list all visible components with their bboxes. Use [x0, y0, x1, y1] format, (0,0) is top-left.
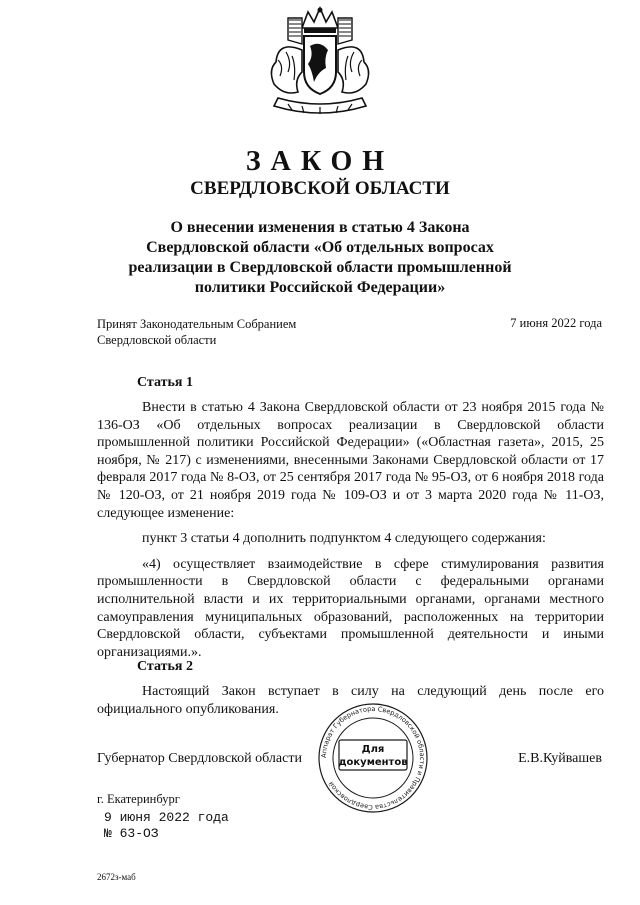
- law-name-line: Свердловской области «Об отдельных вопросах: [146, 239, 494, 256]
- document-subtitle: СВЕРДЛОВСКОЙ ОБЛАСТИ: [190, 178, 450, 199]
- law-name: [100, 218, 540, 298]
- adoption-line-1: Принят Законодательным Собранием: [97, 317, 297, 331]
- article-1-paragraph-2: пункт 3 статьи 4 дополнить подпунктом 4 следующего содержания:: [142, 531, 546, 547]
- stamp-line-1: Для: [361, 744, 385, 755]
- signature-name: Е.В.Куйвашев: [518, 751, 602, 766]
- signing-date: 9 июня 2022 года: [104, 810, 229, 825]
- law-name-line: реализации в Свердловской области промышленной: [128, 259, 512, 276]
- official-stamp: [313, 702, 433, 814]
- law-number: № 63-ОЗ: [104, 826, 159, 841]
- article-1-paragraph-1: Внести в статью 4 Закона Свердловской области от 23 ноября 2015 года № 136-ОЗ «Об отдельных вопросах реализации в Свердловской области промышленной политики Российской Федерации» («Областная газета», 2015, 25 ноября, № 217) с изменениями, внесенными Законами Свердловской области от 17 февраля 2017 года № 8-ОЗ, от 25 сентября 2017 года № 95-ОЗ, от 6 ноября 2018 года № 120-ОЗ, от 21 ноября 2019 года № 109-ОЗ и от 3 марта 2020 года № 11-ОЗ, следующее изменение:: [97, 400, 604, 521]
- city: г. Екатеринбург: [97, 792, 180, 806]
- adoption-line-2: Свердловской области: [97, 333, 217, 347]
- article-2-heading: Статья 2: [137, 659, 193, 674]
- document-code: 2672з-маб: [97, 872, 136, 882]
- signature-title: Губернатор Свердловской области: [97, 751, 302, 766]
- document-title: ЗАКОН: [245, 146, 395, 177]
- article-1-paragraph-3: «4) осуществляет взаимодействие в сфере стимулирования развития промышленности в Свердловской области с федеральными органами исполнительной власти и их территориальными органами, органами местного самоуправления муниципальных образований, расположенных на территории Свердловской области, субъектами промышленной деятельности и иными организациями.».: [97, 556, 604, 660]
- stamp-line-2: документов: [338, 757, 408, 768]
- stamp-ring-text: Аппарат Губернатора Свердловской области и Правительства Свердловской: [319, 704, 427, 812]
- adoption-date: 7 июня 2022 года: [510, 316, 602, 330]
- article-1-heading: Статья 1: [137, 375, 193, 390]
- law-name-line: политики Российской Федерации»: [194, 279, 446, 296]
- article-1-body: [97, 399, 604, 661]
- article-2-paragraph-1: Настоящий Закон вступает в силу на следующий день после его официального опубликования.: [97, 684, 604, 717]
- adoption-info: [97, 316, 296, 348]
- law-name-line: О внесении изменения в статью 4 Закона: [170, 219, 470, 236]
- coat-of-arms-emblem: [258, 6, 382, 124]
